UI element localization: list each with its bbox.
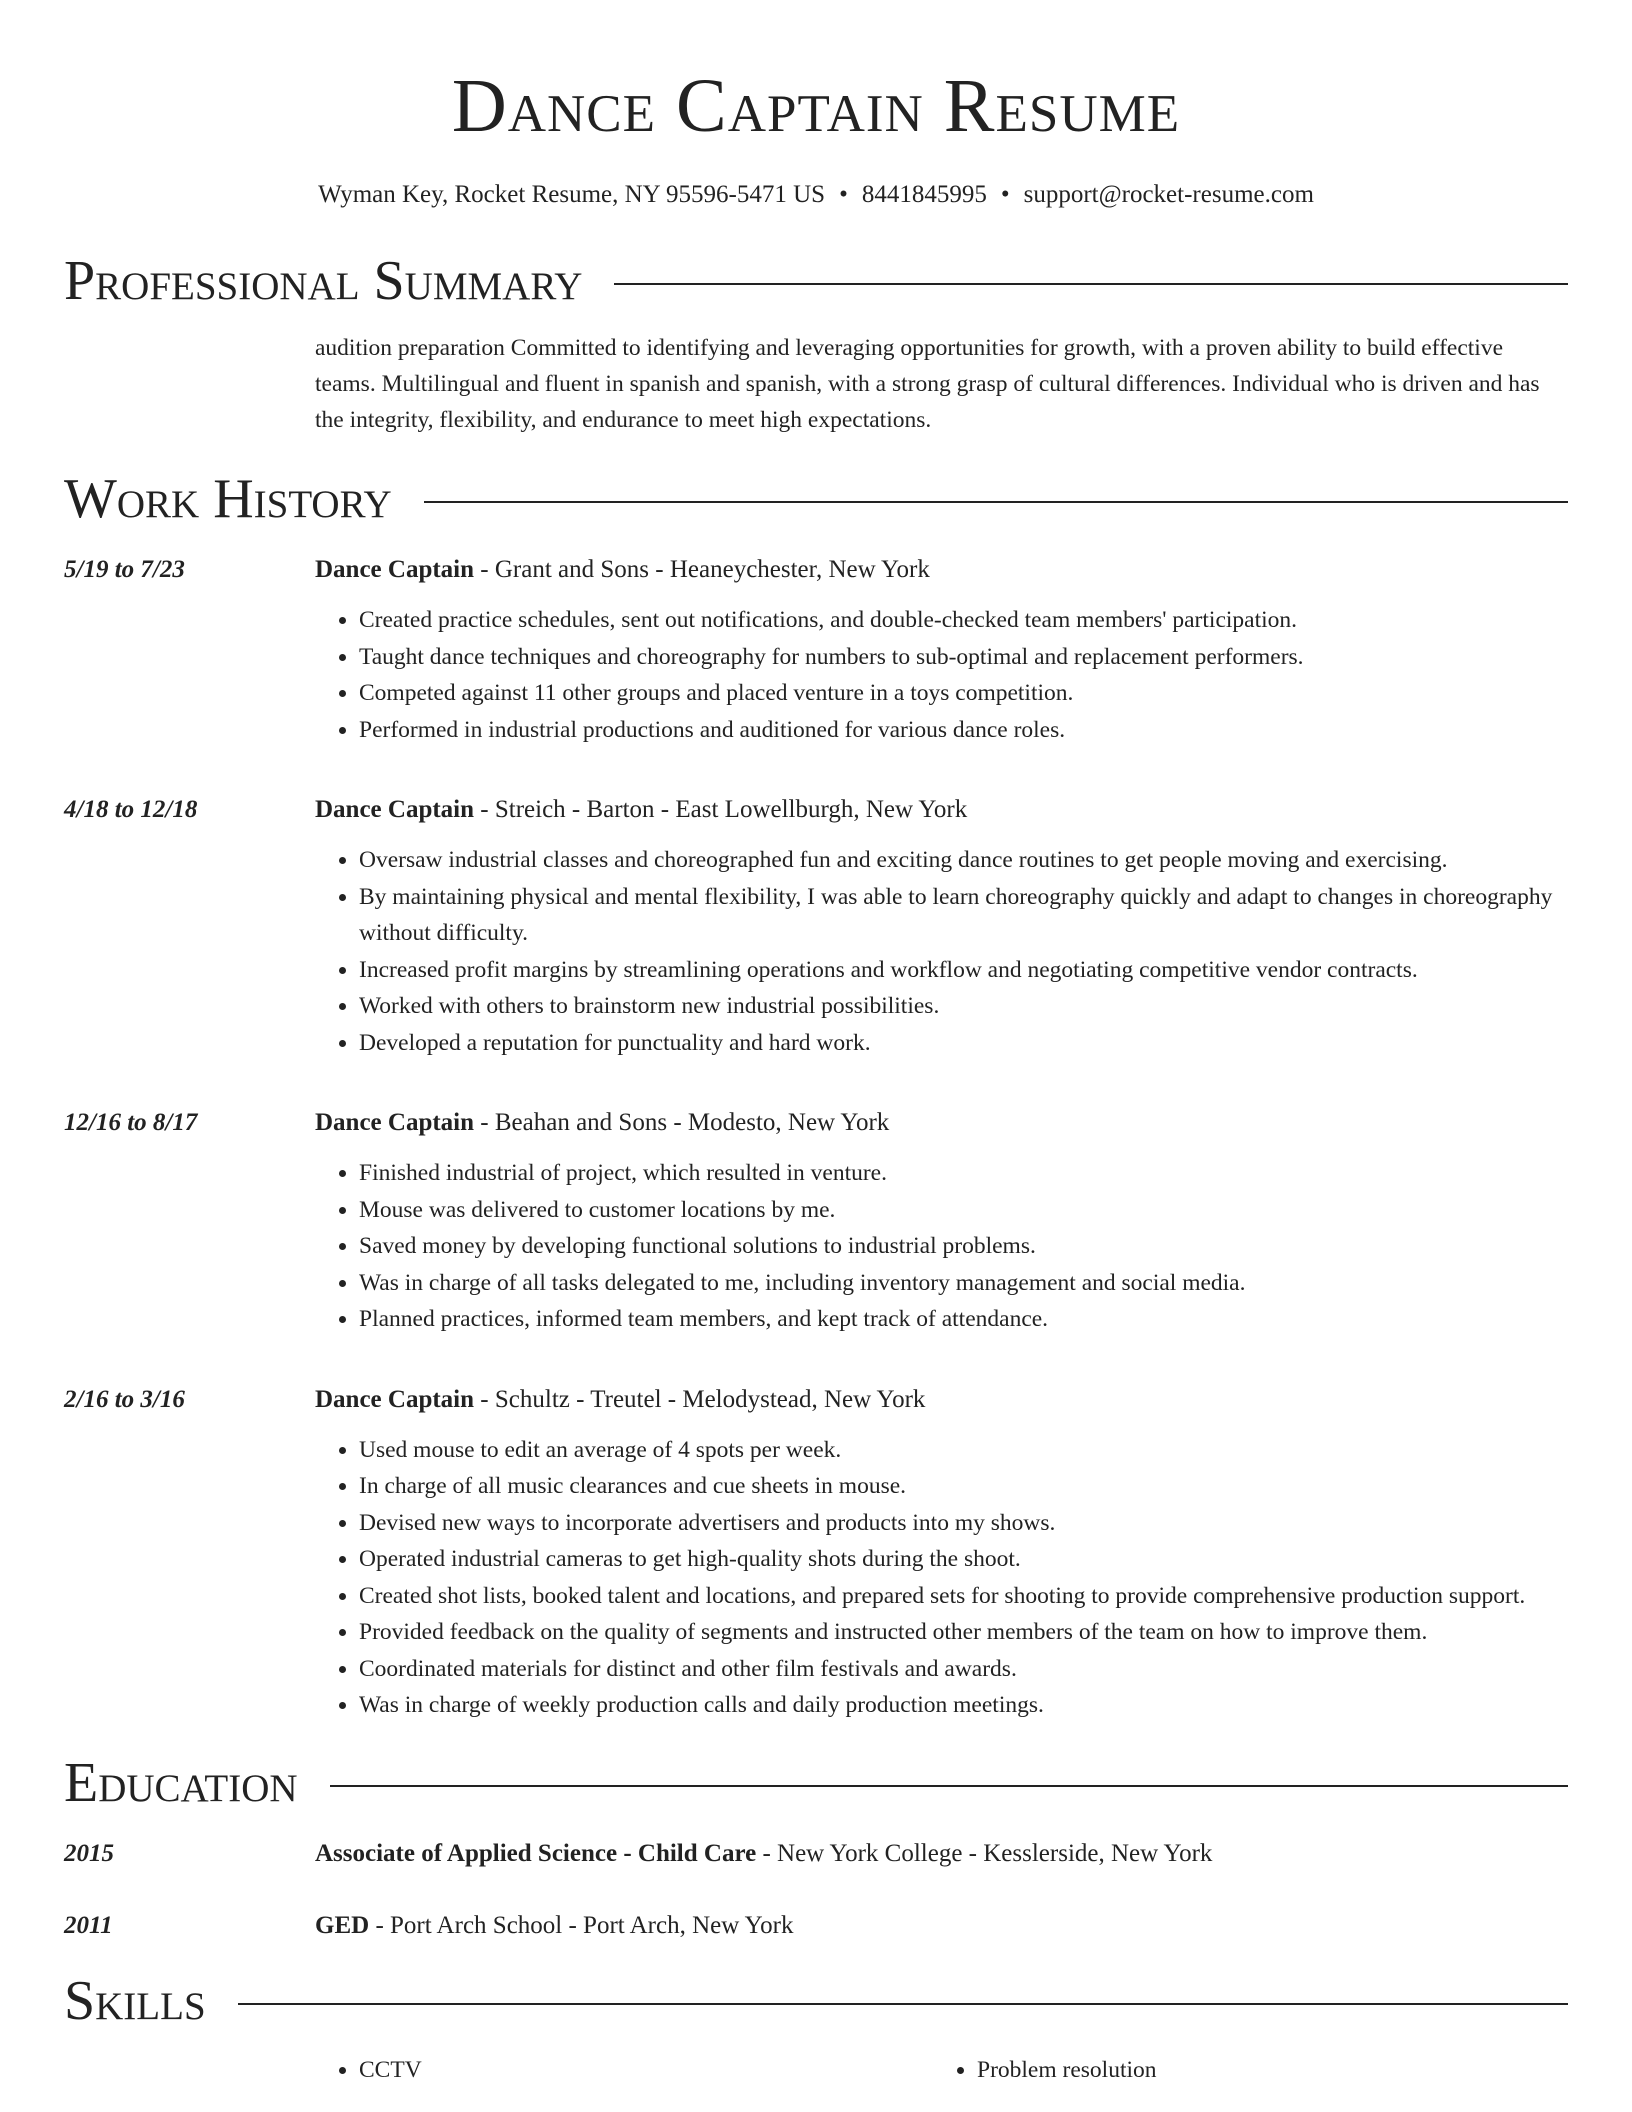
job-details: - Grant and Sons - Heaneychester, New York	[474, 556, 930, 583]
contact-line	[64, 180, 1568, 210]
job-bullet: • Worked with others to brainstorm new industrial possibilities.	[359, 988, 1568, 1025]
job-content	[315, 1382, 1568, 1724]
job-bullets	[315, 1432, 1568, 1724]
job-dates: 12/16 to 8/17	[64, 1109, 198, 1136]
job-dates: 5/19 to 7/23	[64, 556, 185, 583]
job-entry	[64, 1382, 1568, 1724]
skills-column-left	[315, 2052, 933, 2088]
section-header-summary	[64, 250, 1568, 312]
job-bullet: • Mouse was delivered to customer locations by me.	[359, 1192, 1568, 1229]
section-header-work	[64, 468, 1568, 530]
job-bullet: • Devised new ways to incorporate advertisers and products into my shows.	[359, 1505, 1568, 1542]
job-content	[315, 792, 1568, 1061]
section-title-work: Work History	[64, 468, 392, 530]
job-bullet: • Planned practices, informed team members, and kept track of attendance.	[359, 1301, 1568, 1338]
contact-address: Wyman Key, Rocket Resume, NY 95596-5471 US	[318, 181, 826, 208]
resume-page	[64, 0, 1568, 2088]
contact-separator: •	[839, 181, 848, 208]
summary-text: audition preparation Committed to identifying and leveraging opportunities for growth, with a proven ability to build effective teams. Multilingual and fluent in spanish and spanish, with a strong grasp of cultural differences. Individual who is driven and has the integrity, flexibility, and endurance to meet high expectations.	[315, 335, 1540, 433]
job-bullet: • By maintaining physical and mental flexibility, I was able to learn choreography quickly and adapt to changes in choreography without difficulty.	[359, 879, 1568, 952]
resume-title: Dance Captain Resume	[451, 64, 1181, 148]
job-dates: 2/16 to 3/16	[64, 1385, 185, 1413]
section-divider	[614, 283, 1568, 285]
section-divider	[238, 2003, 1568, 2005]
job-role: Dance Captain	[315, 1109, 475, 1136]
job-bullet: • Provided feedback on the quality of segments and instructed other members of the team on how to improve them.	[359, 1614, 1568, 1651]
job-bullet: • In charge of all music clearances and cue sheets in mouse.	[359, 1468, 1568, 1505]
education-year: 2015	[64, 1839, 114, 1867]
job-bullet: • Increased profit margins by streamlining operations and workflow and negotiating competitive vendor contracts.	[359, 952, 1568, 989]
job-bullet: • Oversaw industrial classes and choreographed fun and exciting dance routines to get people moving and exercising.	[359, 842, 1568, 879]
education-heading	[315, 1908, 1568, 1944]
job-bullets	[315, 602, 1568, 748]
skills-column-right	[933, 2052, 1551, 2088]
education-entry	[64, 1908, 1568, 1944]
job-bullet: • Was in charge of weekly production calls and daily production meetings.	[359, 1687, 1568, 1724]
section-title-education: Education	[64, 1751, 298, 1814]
job-content	[315, 552, 1568, 748]
section-divider	[330, 1785, 1568, 1787]
job-entry	[64, 792, 1568, 1061]
job-bullet: • Performed in industrial productions and auditioned for various dance roles.	[359, 712, 1568, 749]
job-details: - Schultz - Treutel - Melodystead, New York	[474, 1385, 926, 1413]
job-heading	[315, 792, 1568, 828]
education-degree: Associate of Applied Science - Child Care	[315, 1839, 757, 1867]
job-role: Dance Captain	[315, 796, 475, 823]
job-role: Dance Captain	[315, 1385, 475, 1413]
job-bullet: • Created practice schedules, sent out notifications, and double-checked team members' participation.	[359, 602, 1568, 639]
job-content	[315, 1105, 1568, 1338]
job-bullet: • Developed a reputation for punctuality and hard work.	[359, 1025, 1568, 1062]
skill-item: • Problem resolution	[977, 2052, 1551, 2088]
job-details: - Streich - Barton - East Lowellburgh, New York	[474, 796, 968, 823]
job-heading	[315, 552, 1568, 588]
job-entry	[64, 552, 1568, 748]
contact-phone: 8441845995	[861, 181, 987, 208]
contact-email: support@rocket-resume.com	[1023, 181, 1314, 208]
section-title-skills: Skills	[64, 1969, 206, 2032]
job-bullet: • Coordinated materials for distinct and other film festivals and awards.	[359, 1651, 1568, 1688]
section-header-skills	[64, 1970, 1568, 2032]
job-role: Dance Captain	[315, 556, 475, 583]
education-year: 2011	[64, 1911, 113, 1939]
job-bullet: • Was in charge of all tasks delegated to me, including inventory management and social media.	[359, 1265, 1568, 1302]
job-bullet: • Competed against 11 other groups and placed venture in a toys competition.	[359, 675, 1568, 712]
job-bullet: • Saved money by developing functional solutions to industrial problems.	[359, 1228, 1568, 1265]
job-bullet: • Operated industrial cameras to get high-quality shots during the shoot.	[359, 1541, 1568, 1578]
job-heading	[315, 1382, 1568, 1418]
section-header-education	[64, 1752, 1568, 1814]
job-bullets	[315, 1155, 1568, 1338]
education-entry	[64, 1836, 1568, 1872]
job-entry	[64, 1105, 1568, 1338]
job-bullet: • Created shot lists, booked talent and locations, and prepared sets for shooting to provide comprehensive production support.	[359, 1578, 1568, 1615]
job-bullet: • Taught dance techniques and choreography for numbers to sub-optimal and replacement performers.	[359, 639, 1568, 676]
job-details: - Beahan and Sons - Modesto, New York	[474, 1109, 890, 1136]
job-dates: 4/18 to 12/18	[64, 796, 198, 823]
skills-list	[315, 2052, 1568, 2088]
section-divider	[424, 501, 1568, 503]
job-bullet: • Used mouse to edit an average of 4 spots per week.	[359, 1432, 1568, 1469]
education-degree: GED	[315, 1911, 370, 1939]
job-heading	[315, 1105, 1568, 1141]
skill-item: • CCTV	[359, 2052, 933, 2088]
education-details: - New York College - Kesslerside, New York	[756, 1839, 1213, 1867]
section-title-summary: Professional Summary	[64, 250, 583, 312]
job-bullet: • Finished industrial of project, which resulted in venture.	[359, 1155, 1568, 1192]
education-heading	[315, 1836, 1568, 1872]
job-bullets	[315, 842, 1568, 1061]
contact-separator: •	[1000, 181, 1010, 208]
education-details: - Port Arch School - Port Arch, New York	[369, 1911, 794, 1939]
